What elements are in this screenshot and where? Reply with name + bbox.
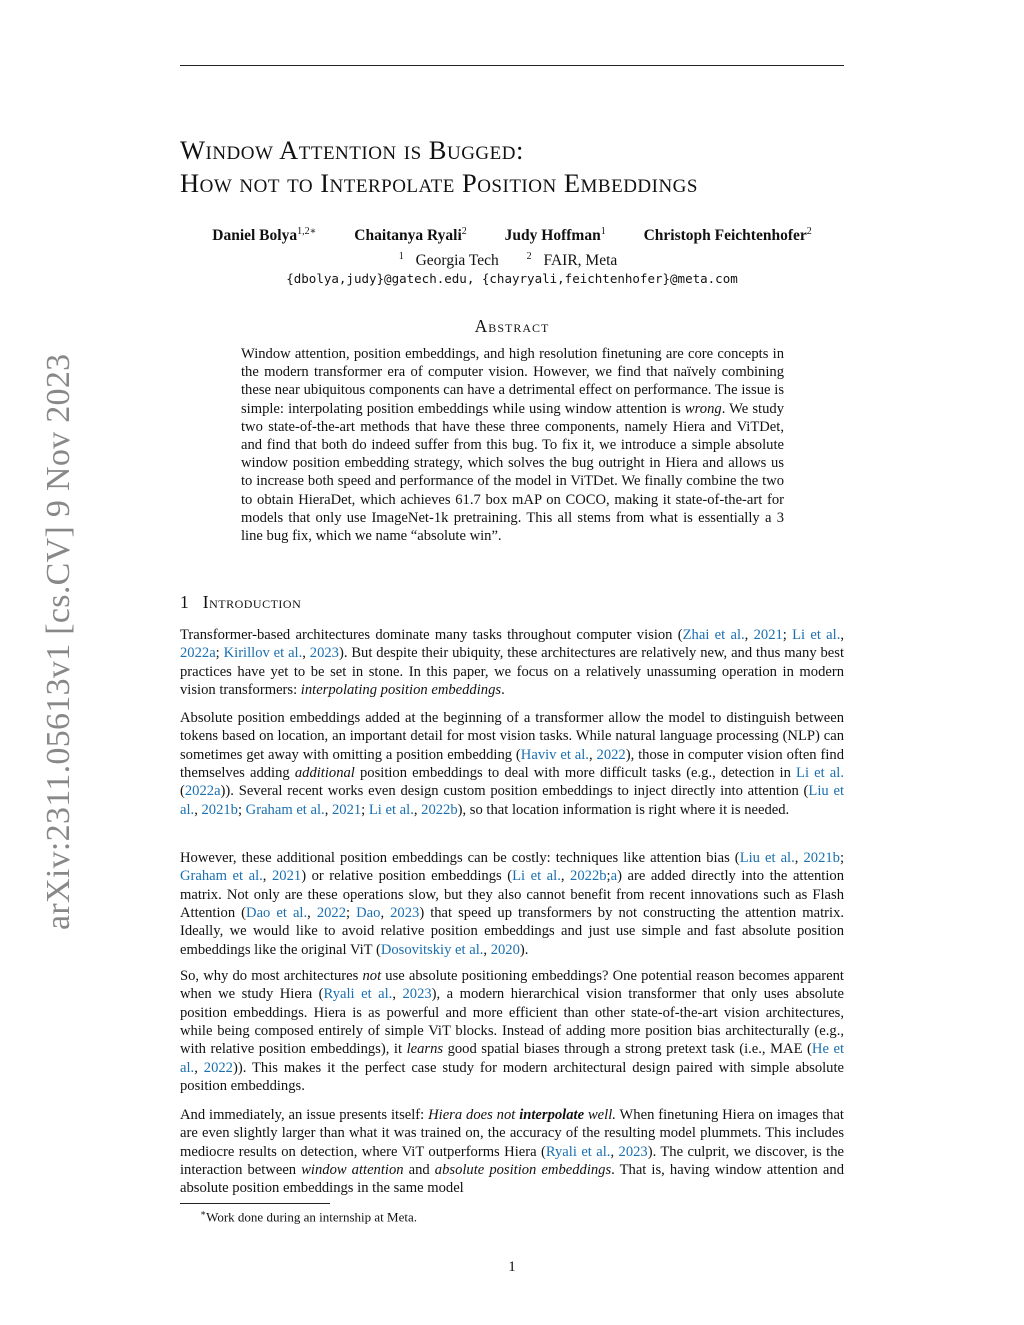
citation-link[interactable]: 2022a <box>180 645 216 662</box>
intro-paragraph-5: And immediately, an issue presents itself: Hiera does not interpolate well. When finetuning Hiera on images that are even slightly larger than what it was trained on, the accuracy of the resulting model plummets. This includes mediocre results on detection, where ViT outperforms Hiera (Ryali et al., 2023). The culprit, we discover, is the interaction between window attention and absolute position embeddings. That is, having window attention and absolute position embeddings in the same model <box>180 1107 845 1197</box>
citation-link[interactable]: 2022 <box>203 1059 233 1076</box>
citation-link[interactable]: 2022a <box>184 783 221 800</box>
intro-paragraph-3: However, these additional position embeddings can be costly: techniques like attention bias (Liu et al., 2021b; Graham et al., 2021) or relative position embeddings (Li et al., 2022b;a) are added directly into the attention matrix. Not only are these operations slow, but they also cannot benefit from recent innovations such as Flash Attention (Dao et al., 2022; Dao, 2023) that speed up transformers by not constructing the attention matrix. Ideally, we would like to avoid relative position embeddings and just use simple and fast absolute position embeddings like the original ViT (Dosovitskiy et al., 2020). <box>180 850 845 958</box>
affiliations <box>0 251 1024 270</box>
affiliation-fair-meta: $^2$ FAIR, Meta <box>526 251 618 270</box>
citation-link[interactable]: Liu et al. <box>180 783 844 818</box>
citation-link[interactable]: Li et al. <box>368 801 414 818</box>
citation-link[interactable]: Liu et al. <box>739 850 795 866</box>
intro-paragraph-1: Transformer-based architectures dominate many tasks throughout computer vision (Zhai et al., 2021; Li et al., 2022a; Kirillov et al., 2023). But despite their ubiquity, these architectures are relatively new, and thus many best practices have yet to be set in stone. In this paper, we focus on a relatively unassuming operation in modern vision transformers: interpolating position embeddings. <box>180 627 845 699</box>
section-number: 1 <box>180 592 189 612</box>
citation-link[interactable]: 2021b <box>201 801 238 818</box>
footnote: ∗Work done during an internship at Meta. <box>200 1208 418 1225</box>
abstract-body: Window attention, position embeddings, and high resolution finetuning are core concepts in the modern transformer era of computer vision. However, we find that naïvely combining these near ubiquitous components can have a detrimental effect on performance. The issue is simple: interpolating position embeddings while using window attention is wrong. We study two state-of-the-art methods that have these three components, namely Hiera and ViTDet, and find that both do indeed suffer from this bug. To fix it, we introduce a simple absolute window position embedding strategy, which solves the bug outright in Hiera and allows us to increase both speed and performance of the model in ViTDet. We finally combine the two to obtain HieraDet, which achieves 61.7 box mAP on COCO, making it state-of-the-art for models that only use ImageNet-1k pretraining. This all stems from what is essentially a 3 line bug fix, which we name “absolute win”. <box>241 346 784 545</box>
citation-link[interactable]: Li et al. <box>792 627 841 643</box>
citation-link[interactable]: Dosovitskiy et al. <box>380 941 484 958</box>
citation-link[interactable]: Zhai et al. <box>682 627 745 643</box>
author-ryali: Chaitanya Ryali$^2$ <box>354 226 467 245</box>
citation-link[interactable]: 2021 <box>753 627 783 643</box>
intro-paragraph-4: So, why do most architectures not use absolute positioning embeddings? One potential reason becomes apparent when we study Hiera (Ryali et al., 2023), a modern hierarchical vision transformer that only uses absolute position embeddings. Hiera is as powerful and more efficient than other state-of-the-art vision architectures, while being composed entirely of simple ViT blocks. Instead of adding more position bias architecturally (e.g., with relative position embeddings), it learns good spatial biases through a strong pretext task (i.e., MAE (He et al., 2022)). This makes it the perfect case study for modern architectural design paired with simple absolute position embeddings. <box>180 968 845 1095</box>
citation-link[interactable]: 2021 <box>272 868 302 885</box>
citation-link[interactable]: Li et al. <box>512 868 561 885</box>
citation-link[interactable]: 2022 <box>596 746 626 763</box>
citation-link[interactable]: 2022b <box>421 801 458 818</box>
arxiv-stamp[interactable]: arXiv:2311.05613v1 [cs.CV] 9 Nov 2023 <box>40 353 77 930</box>
citation-link[interactable]: Dao et al. <box>246 905 308 922</box>
citation-link[interactable]: He et al. <box>180 1041 845 1076</box>
title-line-1: Window Attention is Bugged: <box>180 135 524 165</box>
author-emails: {dbolya,judy}@gatech.edu, {chayryali,feichtenhofer}@meta.com <box>286 271 738 286</box>
paper-title <box>180 134 880 200</box>
author-feichtenhofer: Christoph Feichtenhofer$^2$ <box>643 226 812 245</box>
citation-link[interactable]: 2022 <box>316 905 347 922</box>
citation-link[interactable]: 2020 <box>490 941 520 958</box>
title-line-2: How not to Interpolate Position Embeddings <box>180 168 698 198</box>
citation-link[interactable]: 2023 <box>309 645 339 662</box>
footnote-rule <box>180 1203 330 1204</box>
author-hoffman: Judy Hoffman$^1$ <box>504 226 606 245</box>
citation-link[interactable]: Haviv et al. <box>520 746 589 763</box>
citation-link[interactable]: Ryali et al. <box>545 1143 611 1160</box>
abstract-heading: Abstract <box>474 316 550 336</box>
citation-link[interactable]: 2021 <box>331 801 362 818</box>
citation-link[interactable]: Li et al. <box>796 765 844 782</box>
author-list <box>0 226 1024 245</box>
citation-link[interactable]: 2021b <box>803 850 840 866</box>
affiliation-georgia-tech: $^1$ Georgia Tech <box>398 251 499 270</box>
citation-link[interactable]: a <box>610 868 618 885</box>
top-rule <box>180 65 844 66</box>
citation-link[interactable]: Kirillov et al. <box>223 645 303 662</box>
citation-link[interactable]: 2022b <box>570 868 607 885</box>
page-number: 1 <box>508 1259 516 1275</box>
citation-link[interactable]: 2023 <box>390 905 420 922</box>
citation-link[interactable]: Dao <box>356 905 381 922</box>
section-heading-introduction <box>180 592 301 613</box>
citation-link[interactable]: 2023 <box>618 1143 648 1160</box>
citation-link[interactable]: Graham et al. <box>245 801 325 818</box>
citation-link[interactable]: Ryali et al. <box>323 986 393 1003</box>
citation-link[interactable]: Graham et al. <box>180 868 263 885</box>
author-bolya: Daniel Bolya$^{1,2∗}$ <box>212 226 317 245</box>
citation-link[interactable]: 2023 <box>402 986 432 1003</box>
intro-paragraph-2: Absolute position embeddings added at the beginning of a transformer allow the model to distinguish between tokens based on location, an important detail for most vision tasks. While natural language processing (NLP) can sometimes get away with omitting a position embedding (Haviv et al., 2022), those in computer vision often find themselves adding additional position embeddings to deal with more difficult tasks (e.g., detection in Li et al. (2022a)). Several recent works even design custom position embeddings to inject directly into attention (Liu et al., 2021b; Graham et al., 2021; Li et al., 2022b), so that location information is right where it is needed. <box>180 710 844 818</box>
section-title: Introduction <box>202 592 302 612</box>
